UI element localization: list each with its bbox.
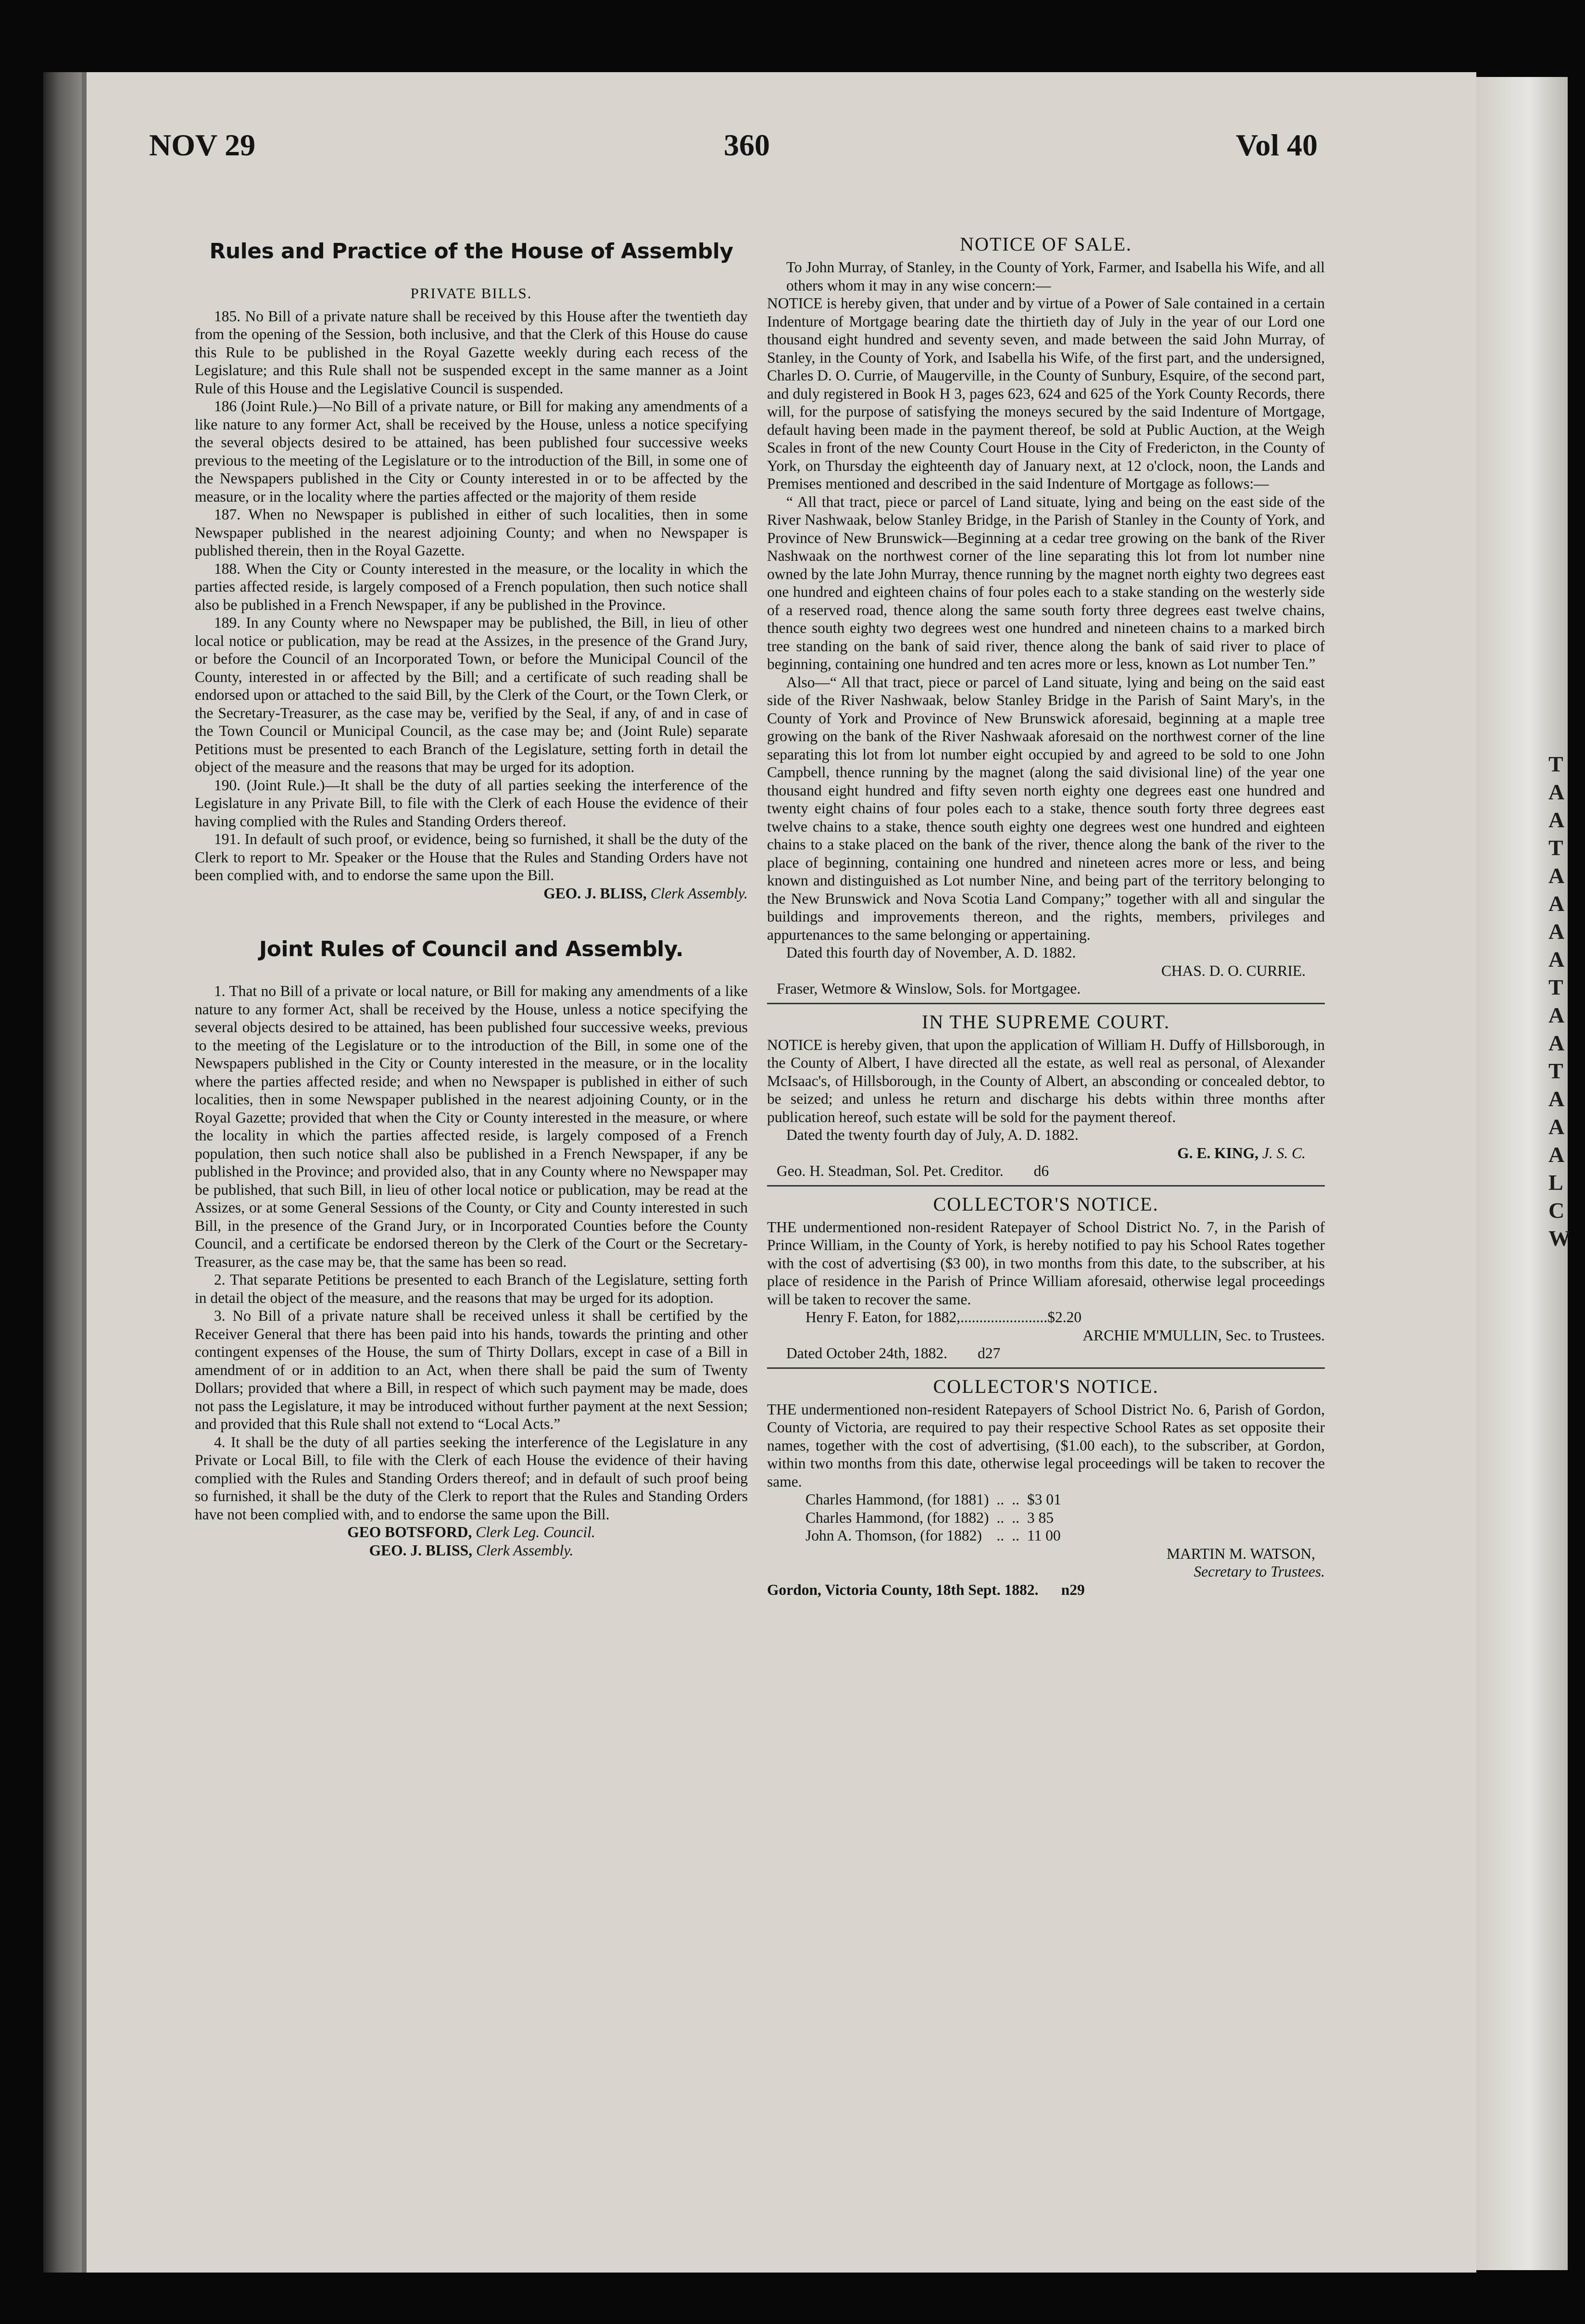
edge-letters: T A A T A A A A T A A T A A A L C W [1548,752,1571,1250]
collectors-notice-2-dated-line: Gordon, Victoria County, 18th Sept. 1882. n29 [767,1581,1085,1598]
divider [767,1003,1325,1004]
collectors-notice-1-dated-line: Dated October 24th, 1882. d27 [786,1345,1001,1362]
sale-paragraph-1: NOTICE is hereby given, that under and by virtue of a Power of Sale contained in a certain Indenture of Mortgage bearing date the thirtieth day of July in the year of our Lord one thousand eight hundred and seventy seven, and made between the said John Murray, of Stanley, in the County of York, and Isabella his Wife, of the first part, and the undersigned, Charles D. O. Currie, of Maugerville, in the County of Sunbury, Esquire, of the second part, and duly registered in Book H 3, pages 623, 624 and 625 of the York County Records, there will, for the purpose of satisfying the moneys secured by the said Indenture of Mortgage, default having been made in the payment thereof, be sold at Public Auction, at the Weigh Scales in front of the new County Court House in the City of Fredericton, in the County of York, on Thursday the eighteenth day of January next, at 12 o'clock, noon, the Lands and Premises mentioned and described in the said Indenture of Mortgage as follows:— [767,295,1325,492]
page-number: 360 [724,128,770,162]
collectors-notice-1-title: COLLECTOR'S NOTICE. [933,1193,1159,1215]
collectors-notice-2-signature-title: Secretary to Trustees. [1194,1563,1325,1580]
volume-label: Vol 40 [1235,128,1318,162]
sale-addressees: To John Murray, of Stanley, in the County of York, Farmer, and Isabella his Wife, and all others whom it may in any wise concern:— [786,259,1325,294]
collectors-notice-1-paragraph: THE undermentioned non-resident Ratepayer of School District No. 7, in the Parish of Prince William, in the County of York, is hereby notified to pay his School Rates together with the cost of advertising ($3 00), in two months from this date, to the subscriber, at his place of residence in the Parish of Prince William aforesaid, otherwise legal proceedings will be taken to recover the same. [767,1218,1325,1308]
divider [767,1185,1325,1187]
sale-solicitors: Fraser, Wetmore & Winslow, Sols. for Mortgagee. [777,980,1081,997]
rule-190: 190. (Joint Rule.)—It shall be the duty of all parties seeking the interference of the Legislature in any Private Bill, to file with the Clerk of each House the evidence of their having complied with the Rules and Standing Orders thereof. [195,776,748,830]
table-row: Charles Hammond, (for 1881) .. .. $3 01 [805,1491,1061,1508]
divider [767,1367,1325,1369]
collectors-notice-2-signature: MARTIN M. WATSON, [1166,1545,1315,1562]
rules-heading: Rules and Practice of the House of Assembly [209,239,733,264]
issue-date: NOV 29 [149,128,256,162]
collectors-notice-2-paragraph: THE undermentioned non-resident Ratepayers of School District No. 6, Parish of Gordon, County of Victoria, are required to pay their respective School Rates as set opposite their names, together with the cost of advertising, ($1.00 each), to the subscriber, at Gordon, within two months from this date, otherwise legal proceedings will be taken to recover the same. [767,1401,1325,1490]
sale-paragraph-3: Also—“ All that tract, piece or parcel of Land situate, lying and being on the said east side of the River Nashwaak, below Stanley Bridge in the Parish of Saint Mary's, in the County of York and Province of New Brunswick aforesaid, beginning at a maple tree growing on the bank of the River Nashwaak aforesaid on the northwest corner of the line separating this lot from lot number eight occupied by and agreed to be sold to one John Campbell, thence running by the magnet (along the said divisional line) of the year one thousand eight hundred and fifty seven north eighty one degrees east one hundred and twenty eight chains of four poles each to a stake, thence south forty three degrees east twelve chains to a stake, thence south eighty one degrees west one hundred and eighteen chains to a stake placed on the bank of the river, thence along the bank of the river to the place of beginning, containing one hundred and nineteen acres more or less, and being known and distinguished as Lot number Nine, and being part of the territory belonging to the New Brunswick and Nova Scotia Land Company;” together with all and singular the buildings and improvements thereon, and the rights, members, privileges and appurtenances to the same belonging or appertaining. [767,673,1325,943]
table-row: Charles Hammond, (for 1882) .. .. 3 85 [805,1509,1054,1526]
private-bills-subheading: PRIVATE BILLS. [410,285,532,302]
joint-rule-3: 3. No Bill of a private nature shall be received unless it shall be certified by the Receiver General that there has been paid into his hands, towards the printing and other contingent expenses of the House, the sum of Thirty Dollars, except in case of a Bill in amendment of or in addition to an Act, when there shall be paid the sum of Twenty Dollars; provided that where a Bill, in respect of which such payment may be made, does not pass the Legislature, it may be introduced without further payment at the next Session; and provided that this Rule shall not extend to “Local Acts.” [195,1307,748,1432]
signature-botsford: GEO BOTSFORD, Clerk Leg. Council. [347,1524,595,1541]
court-signature: G. E. KING, J. S. C. [1177,1144,1306,1162]
table-row: John A. Thomson, (for 1882) .. .. 11 00 [805,1527,1061,1544]
sale-dated: Dated this fourth day of November, A. D. 1882. [786,944,1076,961]
joint-rule-4: 4. It shall be the duty of all parties seeking the interference of the Legislature in any Private or Local Bill, to file with the Clerk of each House the evidence of their having complied with the Rules and Standing Orders thereof; and in default of such proof being so furnished, it shall be the duty of the Clerk to report that the Rules and Standing Orders have not been complied with, and to endorse the same upon the Bill. [195,1433,748,1523]
rule-187: 187. When no Newspaper is published in either of such localities, then in some Newspaper published in the nearest adjoining County; and when no Newspaper is published therein, then in the Royal Gazette. [195,506,748,559]
right-column [767,233,1325,1599]
court-dated: Dated the twenty fourth day of July, A. D. 1882. [786,1126,1079,1143]
collectors-notice-2-title: COLLECTOR'S NOTICE. [933,1375,1159,1397]
joint-rules-heading: Joint Rules of Council and Assembly. [259,937,684,961]
joint-rule-2: 2. That separate Petitions be presented to each Branch of the Legislature, setting forth in detail the object of the measure, and the reasons that may be urged for its adoption. [195,1271,748,1306]
signature-bliss: GEO. J. BLISS, Clerk Assembly. [543,884,748,902]
rule-185: 185. No Bill of a private nature shall be received by this House after the twentieth day from the opening of the Session, both inclusive, and that the Clerk of this House do cause this Rule to be published in the Royal Gazette weekly during each recess of the Legislature; and this Rule shall not be suspended except in the same manner as a Joint Rule of this House and the Legislative Council is suspended. [195,307,748,397]
collectors-notice-1-signature: ARCHIE M'MULLIN, Sec. to Trustees. [1082,1326,1325,1344]
supreme-court-title: IN THE SUPREME COURT. [922,1010,1170,1033]
joint-rule-1: 1. That no Bill of a private or local nature, or Bill for making any amendments of a like nature to any former Act, shall be received by the House, unless a notice specifying the several objects desired to be attained, has been published four successive weeks, previous to the meeting of the Legislature or to the introduction of the Bill, in some one of the Newspapers published in the City or County interested in the measure, or in the locality where the parties affected reside; and when no Newspaper is published in either of such localities, then in some Newspaper published in the nearest adjoining County, or in the Royal Gazette; provided that when the City or County interested in the measure, or where the locality in which the parties affected reside, is largely composed of a French population, then such notice shall also be published in a French Newspaper, if any be published in the Province; and provided also, that in any County where no Newspaper may be published, that such Bill, in lieu of other local notice or publication, may be read at the Assizes, or at some General Sessions of the County, or City and County interested in such Bill, in the presence of the Grand Jury, or in Incorporated Counties before the County Council, and a certificate be endorsed thereon by the Clerk of the Court or the Secretary-Treasurer, as the case may be, that the same has been so read. [195,983,748,1270]
rule-189: 189. In any County where no Newspaper may be published, the Bill, in lieu of other local notice or publication, may be read at the Assizes, in the presence of the Grand Jury, or before the Council of an Incorporated Town, or before the Municipal Council of the County, interested in or affected by the Bill; and a certificate of such reading shall be endorsed upon or attached to the said Bill, by the Clerk of the Court, or the Town Clerk, or the Secretary-Treasurer, as the case may be, verified by the Seal, if any, of and in case of the Town Council or Municipal Council, as the case may be; and (Joint Rule) separate Petitions must be presented to each Branch of the Legislature, setting forth in detail the object of the measure and the reasons that may be urged for its adoption. [195,614,748,775]
rule-186: 186 (Joint Rule.)—No Bill of a private nature, or Bill for making any amendments of a like nature to any former Act, shall be received by the House, unless a notice specifying the several objects desired to be attained, has been published four successive weeks previous to the meeting of the Legislature or to the introduction of the Bill, in some one of the Newspapers published in the City or County interested in or to be affected by the measure, or in the locality where the parties affected or the majority of them reside [195,398,748,505]
left-column [195,238,748,1559]
collectors-notice-1-entry: Henry F. Eaton, for 1882,.......................$2.20 [805,1309,1082,1326]
ratepayers-table [805,1490,1069,1545]
rule-191: 191. In default of such proof, or evidence, being so furnished, it shall be the duty of the Clerk to report to Mr. Speaker or the House that the Rules and Standing Orders have not been complied with, and to endorse the same upon the Bill. [195,831,748,884]
court-solicitor-line: Geo. H. Steadman, Sol. Pet. Creditor. d6 [777,1162,1049,1179]
binding-spine [43,72,82,2273]
court-paragraph: NOTICE is hereby given, that upon the application of William H. Duffy of Hillsborough, in the County of Albert, I have directed all the estate, as well real as personal, of Alexander McIsaac's, of Hillsborough, in the County of Albert, an absconding or concealed debtor, to be seized; and unless he return and discharge his debts within three months after publication hereof, such estate will be sold for the payment thereof. [767,1036,1325,1125]
page-header [149,115,1318,173]
sale-signature: CHAS. D. O. CURRIE. [1161,962,1306,979]
rule-188: 188. When the City or County interested in the measure, or the locality in which the parties affected reside, is largely composed of a French population, then such notice shall also be published in a French Newspaper, if any be published in the Province. [195,560,748,613]
sale-paragraph-2: “ All that tract, piece or parcel of Land situate, lying and being on the east side of the River Nashwaak, below Stanley Bridge, in the Parish of Stanley in the County of York, and Province of New Brunswick—Beginning at a cedar tree growing on the bank of the River Nashwaak on the northwest corner of the line separating this lot from lot number nine owned by the late John Murray, thence running by the magnet north eighty two degrees east one hundred and eighteen chains of four poles each to a stake standing on the westerly side of a reserved road, thence along the same south forty three degrees east twelve chains, thence south eighty two degrees west one hundred and nineteen chains to a marked birch tree standing on the bank of said river, thence along the bank of said river to place of beginning, containing one hundred and ten acres more or less, known as Lot number Ten.” [767,493,1325,672]
notice-of-sale-title: NOTICE OF SALE. [960,233,1132,255]
adjacent-page-edge [1472,77,1571,2270]
signature-bliss-2: GEO. J. BLISS, Clerk Assembly. [369,1541,574,1559]
